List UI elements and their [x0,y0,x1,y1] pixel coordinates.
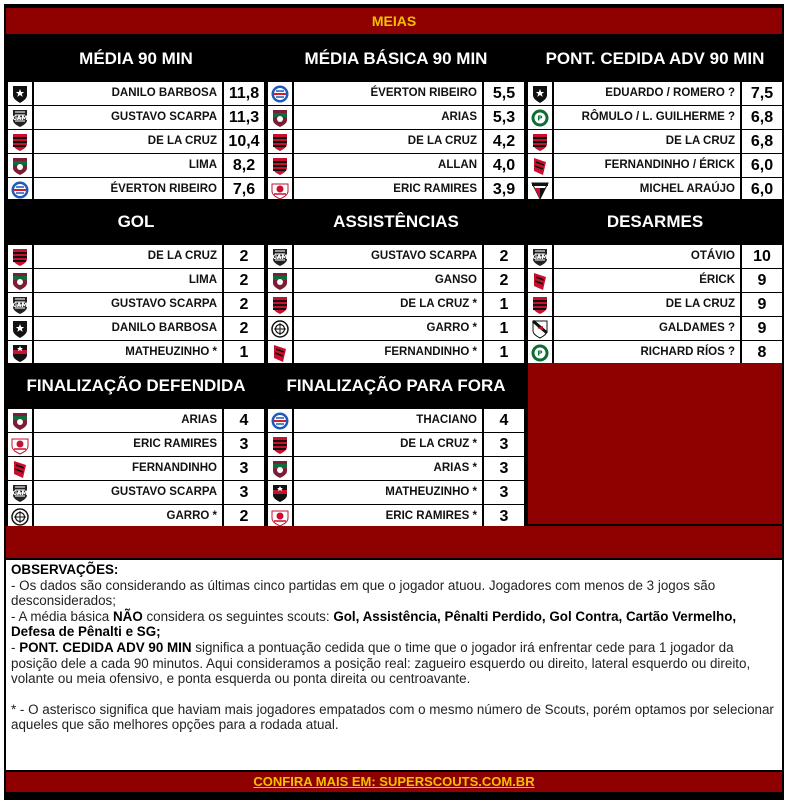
athletico-pr-crest-icon [528,269,554,292]
stat-value: 8 [757,344,767,361]
stat-value: 3,9 [492,181,516,198]
fluminense-crest-icon [268,106,294,129]
stat-value: 8,2 [232,157,256,174]
player-name: GARRO * [34,505,224,528]
player-name: DE LA CRUZ [294,130,484,153]
empty-red-block [528,363,782,524]
flamengo-crest-icon [268,293,294,316]
player-name: GANSO [294,269,484,292]
stat-value: 2 [499,272,509,289]
sao-paulo-crest-icon [528,178,554,201]
panel-title: FINALIZAÇÃO DEFENDIDA [26,376,246,395]
player-name: DE LA CRUZ [554,130,742,153]
panel-desarmes [528,199,782,360]
panel-title: GOL [117,212,155,231]
botafogo-crest-icon [8,317,34,340]
stat-value: 3 [239,484,249,501]
player-name: ÉRICK [554,269,742,292]
player-name: DANILO BARBOSA [34,82,224,105]
player-name: ARIAS * [294,457,484,480]
athletico-pr-crest-icon [268,341,294,364]
svg-text:P: P [537,349,543,357]
stat-value: 11,3 [228,109,260,126]
table-row [8,317,264,340]
bahia-crest-icon [268,82,294,105]
stat-value: 6,0 [750,157,774,174]
player-name: DE LA CRUZ [554,293,742,316]
athletico-pr-crest-icon [8,457,34,480]
stat-value: 9 [757,320,767,337]
player-name: LIMA [34,154,224,177]
stat-value: 2 [239,272,249,289]
botafogo-crest-icon [8,82,34,105]
panel-title: PONT. CEDIDA ADV 90 MIN [545,49,765,68]
player-name: LIMA [34,269,224,292]
red-divider [6,526,782,558]
player-name: GUSTAVO SCARPA [34,481,224,504]
stat-value: 4,0 [492,157,516,174]
stat-value: 4 [499,412,509,429]
table-row [528,293,782,316]
observations [6,560,782,770]
stat-value: 4 [239,412,249,429]
flamengo-crest-icon [8,130,34,153]
corinthians-crest-icon [268,317,294,340]
player-name: MATHEUZINHO * [294,481,484,504]
player-name: DE LA CRUZ [34,245,224,268]
table-row [268,130,524,153]
stat-value: 2 [499,248,509,265]
flamengo-crest-icon [8,245,34,268]
table-row [268,317,524,340]
palmeiras-crest-icon [528,341,554,364]
stat-value: 2 [239,296,249,313]
stat-value: 10 [753,248,771,265]
svg-text:CAM: CAM [12,489,28,497]
player-name: ÉVERTON RIBEIRO [294,82,484,105]
player-name: GARRO * [294,317,484,340]
table-row [268,178,524,201]
table-row [8,341,264,364]
player-name: DE LA CRUZ * [294,433,484,456]
stat-value: 2 [239,320,249,337]
table-row [528,130,782,153]
table-row [8,130,264,153]
panel-gol [8,199,264,360]
player-name: GUSTAVO SCARPA [34,293,224,316]
note-line-1: - Os dados são considerando as últimas cinco partidas em que o jogador atuou. Jogadores com menos de 3 jogos são desconsiderados; [11,577,716,609]
player-name: ERIC RAMIRES [294,178,484,201]
stat-value: 6,8 [750,109,774,126]
table-row [268,106,524,129]
stat-value: 1 [239,344,249,361]
palmeiras-crest-icon [528,106,554,129]
bragantino-crest-icon [8,433,34,456]
player-name: FERNANDINHO / ÉRICK [554,154,742,177]
table-row [8,82,264,105]
fluminense-crest-icon [268,269,294,292]
vitoria-crest-icon [8,341,34,364]
table-row [8,178,264,201]
table-row [268,269,524,292]
table-row [8,433,264,456]
stat-value: 7,6 [232,181,256,198]
player-name: ÉVERTON RIBEIRO [34,178,224,201]
svg-text:CAM: CAM [272,253,288,261]
panel-media-90 [8,36,264,197]
corinthians-crest-icon [8,505,34,528]
footer-link[interactable]: CONFIRA MAIS EM: SUPERSCOUTS.COM.BR [6,772,782,792]
player-name: DE LA CRUZ [34,130,224,153]
table-row [268,82,524,105]
svg-text:CAM: CAM [12,301,28,309]
stat-value: 1 [499,296,509,313]
stat-value: 3 [499,436,509,453]
stat-value: 3 [499,460,509,477]
position-banner: MEIAS [6,8,782,34]
table-row [528,82,782,105]
player-name: EDUARDO / ROMERO ? [554,82,742,105]
note-line-2: - A média básica NÃO considera os seguintes scouts: Gol, Assistência, Pênalti Perdido, Gol Contra, Cartão Vermelho, Defesa de Pênalti e SG; [11,608,737,640]
stat-value: 9 [757,296,767,313]
stat-value: 4,2 [492,133,516,150]
atletico-mineiro-crest-icon [528,245,554,268]
table-row [8,269,264,292]
table-row [8,245,264,268]
stat-value: 3 [499,508,509,525]
fluminense-crest-icon [8,154,34,177]
table-row [528,154,782,177]
player-name: OTÁVIO [554,245,742,268]
stat-value: 6,0 [750,181,774,198]
panel-title: ASSISTÊNCIAS [333,212,459,231]
table-row [8,505,264,528]
player-name: ALLAN [294,154,484,177]
table-row [528,245,782,268]
player-name: MICHEL ARAÚJO [554,178,742,201]
player-name: RÔMULO / L. GUILHERME ? [554,106,742,129]
stat-value: 7,5 [750,85,774,102]
panel-title: DESARMES [606,212,704,231]
stat-value: 6,8 [750,133,774,150]
flamengo-crest-icon [268,130,294,153]
stat-value: 10,4 [228,133,260,150]
bragantino-crest-icon [268,505,294,528]
table-row [268,433,524,456]
player-name: RICHARD RÍOS ? [554,341,742,364]
panel-assistencias [268,199,524,360]
atletico-mineiro-crest-icon [268,245,294,268]
table-row [268,245,524,268]
player-name: ERIC RAMIRES * [294,505,484,528]
stat-value: 2 [239,508,249,525]
table-row [528,178,782,201]
stat-value: 3 [499,484,509,501]
table-row [528,269,782,292]
note-line-3: - PONT. CEDIDA ADV 90 MIN significa a pontuação cedida que o time que o jogador irá enfrentar cede para 1 jogador da posição dele a cada 90 minutos. Aqui consideramos a posição real: zagueiro esquerdo ou direito, lateral esquerdo ou direito, volante ou meia ofensivo, e ponta esquerda ou ponta direita ou centroavante. [11,639,751,687]
player-name: THACIANO [294,409,484,432]
table-row [8,457,264,480]
flamengo-crest-icon [528,293,554,316]
table-row [268,409,524,432]
stat-value: 5,5 [492,85,516,102]
bragantino-crest-icon [268,178,294,201]
player-name: ARIAS [34,409,224,432]
atletico-mineiro-crest-icon [8,106,34,129]
player-name: FERNANDINHO * [294,341,484,364]
table-row [8,154,264,177]
svg-text:CAM: CAM [12,114,28,122]
svg-text:CAM: CAM [532,253,548,261]
player-name: FERNANDINHO [34,457,224,480]
vitoria-crest-icon [268,481,294,504]
flamengo-crest-icon [268,433,294,456]
flamengo-crest-icon [528,130,554,153]
fluminense-crest-icon [8,409,34,432]
athletico-pr-crest-icon [528,154,554,177]
player-name: ERIC RAMIRES [34,433,224,456]
table-row [528,106,782,129]
panel-title: MÉDIA 90 MIN [79,49,193,68]
panel-finalizacao-defendida [8,363,264,524]
bahia-crest-icon [8,178,34,201]
panel-title: FINALIZAÇÃO PARA FORA [286,376,506,395]
note-line-4: * - O asterisco significa que haviam mais jogadores empatados com o mesmo número de Scouts, porém optamos por selecionar aqueles que são melhores opções para a rodada atual. [11,701,774,733]
bahia-crest-icon [268,409,294,432]
player-name: DE LA CRUZ * [294,293,484,316]
stat-value: 9 [757,272,767,289]
panel-title: MÉDIA BÁSICA 90 MIN [304,49,488,68]
table-row [268,505,524,528]
table-row [268,293,524,316]
table-row [268,154,524,177]
panel-pont-cedida [528,36,782,197]
stat-value: 3 [239,436,249,453]
botafogo-crest-icon [528,82,554,105]
table-row [268,341,524,364]
stat-value: 1 [499,344,509,361]
stat-value: 1 [499,320,509,337]
player-name: MATHEUZINHO * [34,341,224,364]
stat-value: 11,8 [228,85,260,102]
flamengo-crest-icon [268,154,294,177]
table-row [268,481,524,504]
fluminense-crest-icon [8,269,34,292]
table-row [528,317,782,340]
atletico-mineiro-crest-icon [8,481,34,504]
player-name: GALDAMES ? [554,317,742,340]
player-name: GUSTAVO SCARPA [294,245,484,268]
table-row [8,106,264,129]
stat-value: 2 [239,248,249,265]
table-row [8,293,264,316]
stat-value: 5,3 [492,109,516,126]
table-row [268,457,524,480]
atletico-mineiro-crest-icon [8,293,34,316]
table-row [8,409,264,432]
svg-text:P: P [537,114,543,122]
table-row [528,341,782,364]
player-name: DANILO BARBOSA [34,317,224,340]
fluminense-crest-icon [268,457,294,480]
stat-value: 3 [239,460,249,477]
vasco-crest-icon [528,317,554,340]
panel-media-basica-90 [268,36,524,197]
observations-heading: OBSERVAÇÕES: [11,562,119,577]
panel-finalizacao-fora [268,363,524,524]
player-name: ARIAS [294,106,484,129]
player-name: GUSTAVO SCARPA [34,106,224,129]
table-row [8,481,264,504]
